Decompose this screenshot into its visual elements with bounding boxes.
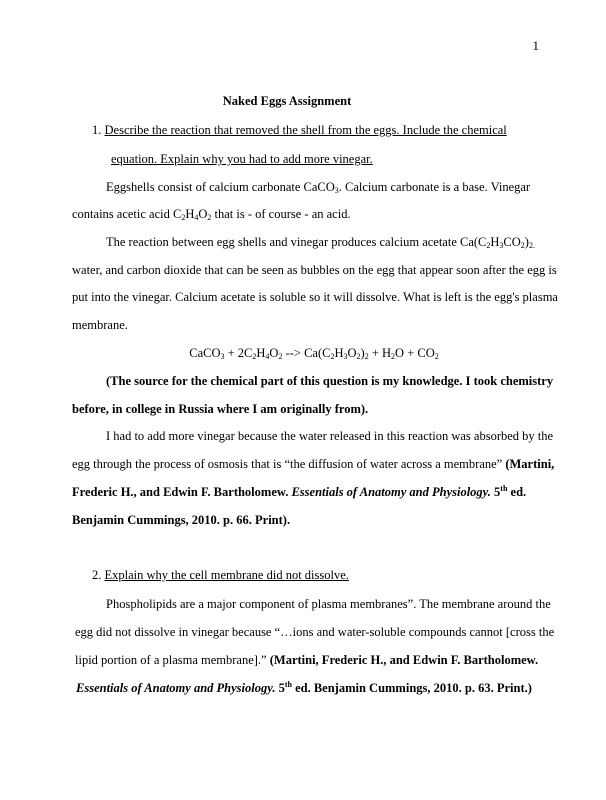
source-note-line-2: before, in college in Russia where I am originally from). <box>72 402 369 416</box>
question-1-text-b: equation. Explain why you had to add more vinegar. <box>111 152 373 166</box>
document-title: Naked Eggs Assignment <box>222 94 352 108</box>
paragraph-4-line-1: Phospholipids are a major component of plasma membranes”. The membrane around the <box>106 597 551 611</box>
paragraph-3-line-4: Benjamin Cummings, 2010. p. 66. Print). <box>72 513 291 527</box>
paragraph-4-line-4: Essentials of Anatomy and Physiology. 5th ed. Benjamin Cummings, 2010. p. 63. Print.) <box>76 680 532 695</box>
page-number: 1 <box>532 38 539 53</box>
paragraph-3-line-2: egg through the process of osmosis that is “the diffusion of water across a membrane” (Martini, <box>72 457 555 471</box>
paragraph-4-line-2: egg did not dissolve in vinegar because “…ions and water-soluble compounds cannot [cross the <box>75 625 555 639</box>
question-2-text: Explain why the cell membrane did not dissolve. <box>104 568 349 582</box>
source-note-line-1: (The source for the chemical part of this question is my knowledge. I took chemistry <box>106 374 554 388</box>
question-2 <box>92 567 349 583</box>
paragraph-3-line-1: I had to add more vinegar because the water released in this reaction was absorbed by the <box>106 429 554 443</box>
paragraph-2-line-3: put into the vinegar. Calcium acetate is soluble so it will dissolve. What is left is the egg's plasma <box>72 290 558 304</box>
paragraph-2-line-4: membrane. <box>72 318 128 332</box>
paragraph-4-line-3: lipid portion of a plasma membrane].” (Martini, Frederic H., and Edwin F. Bartholomew. <box>75 653 539 667</box>
paragraph-2-line-2: water, and carbon dioxide that can be seen as bubbles on the egg that appear soon after the egg is <box>72 263 557 277</box>
paragraph-1-line-1: Eggshells consist of calcium carbonate CaCO$_3$. Calcium carbonate is a base. Vinegar <box>106 180 531 195</box>
question-1-number: 1. <box>92 123 102 137</box>
question-1 <box>92 122 566 138</box>
paragraph-2-line-1: The reaction between egg shells and vinegar produces calcium acetate $Ca(C_2H_3CO_2)_{2.}$ <box>106 235 535 250</box>
question-2-number: 2. <box>92 568 102 582</box>
question-1-text-a: Describe the reaction that removed the shell from the eggs. Include the chemical <box>104 123 507 137</box>
paragraph-1-line-2: contains acetic acid $C_2H_4O_2$ that is - of course - an acid. <box>72 207 351 222</box>
chemical-equation: CaCO$_3$ + $2C_2H_4O_2$ --> $Ca(C_2H_3O_2)_2 + H_2O + CO_2$ <box>189 346 439 361</box>
paragraph-3-line-3: Frederic H., and Edwin F. Bartholomew. Essentials of Anatomy and Physiology. 5th ed. <box>72 484 527 499</box>
